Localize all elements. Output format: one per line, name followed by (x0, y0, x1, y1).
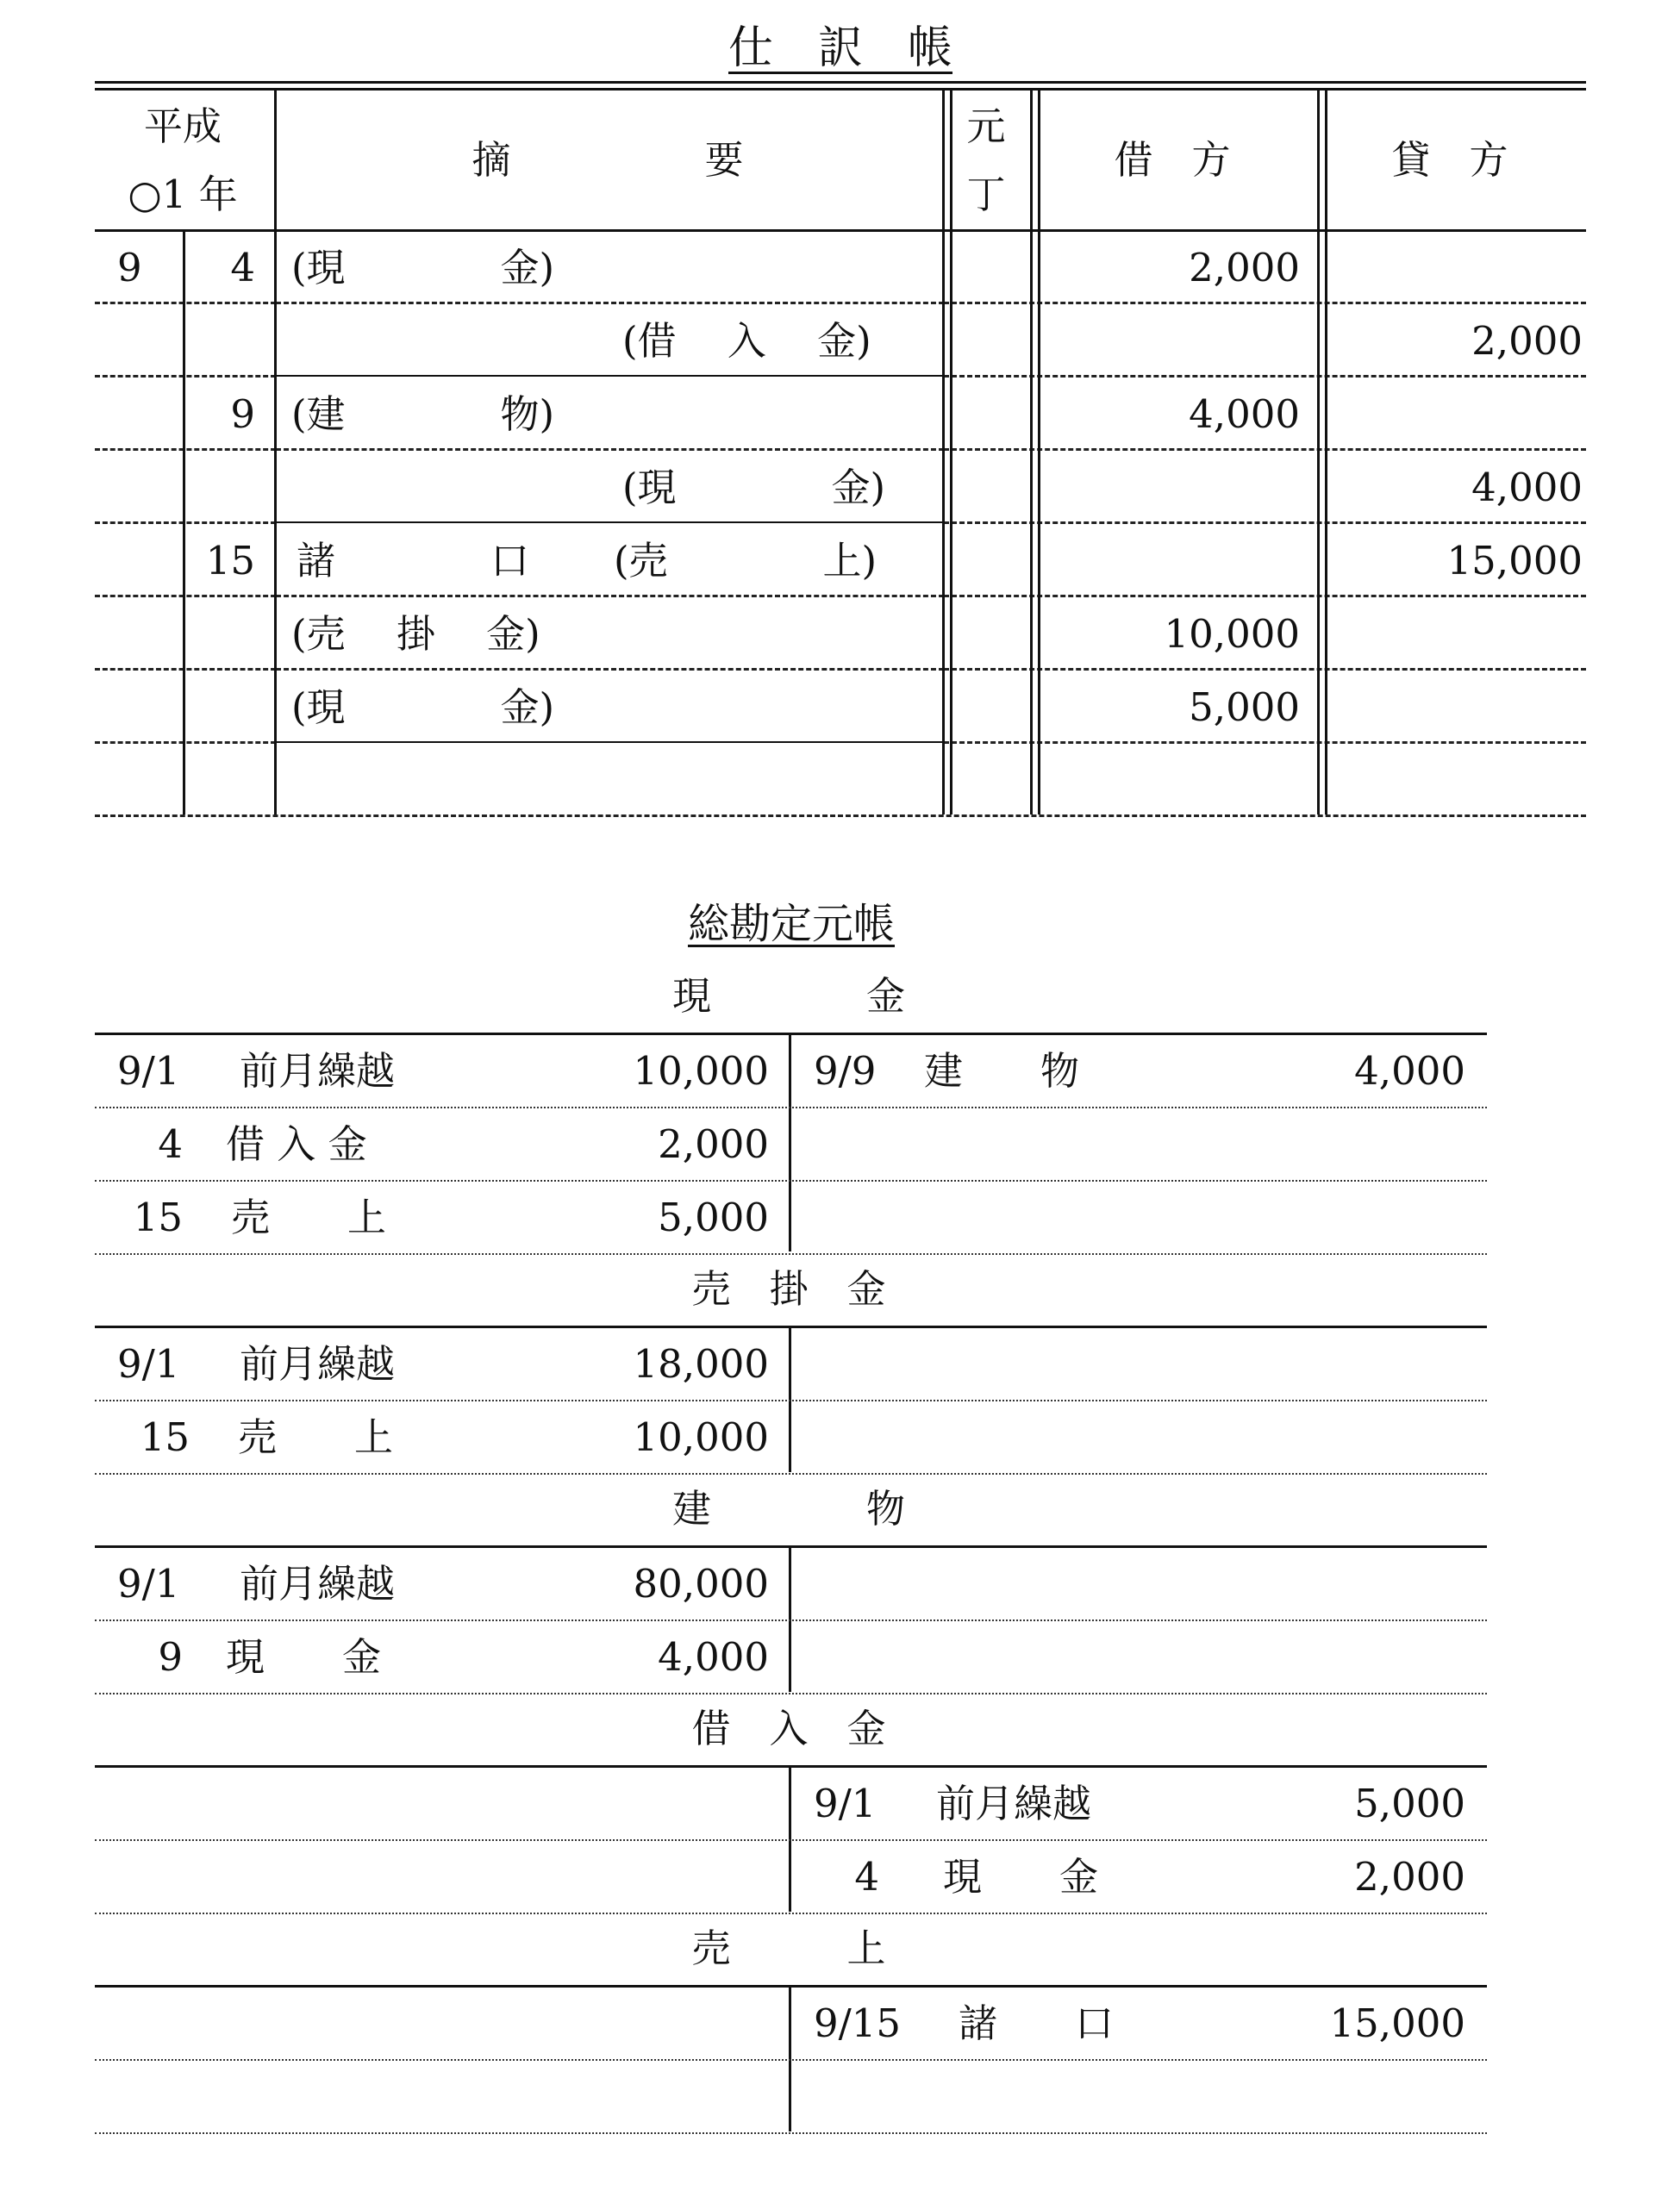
entry-date: 9/1 (117, 1048, 180, 1094)
account-name: 建 物 (671, 1486, 906, 1532)
row-day: 15 (205, 538, 255, 584)
col-rule-ref-2 (1038, 88, 1040, 814)
col-rule-date (274, 88, 277, 814)
row-debit-account: (建 物) (291, 391, 555, 437)
entry-description: 現 金 (226, 1634, 382, 1680)
header-debit: 借 方 (1114, 137, 1231, 183)
account-center-rule (789, 1326, 791, 1472)
entry-description: 前月繰越 (240, 1561, 396, 1607)
row-line (276, 668, 944, 671)
account-center-rule (789, 1545, 791, 1692)
row-credit-account: (現 金) (622, 465, 886, 510)
entry-description: 前月繰越 (240, 1341, 396, 1387)
row-line (95, 595, 276, 597)
row-debit-account: (現 金) (291, 245, 555, 290)
row-line (276, 375, 944, 377)
row-line (95, 521, 276, 524)
entry-amount: 10,000 (633, 1048, 769, 1094)
entry-description: 建 物 (924, 1048, 1080, 1094)
journal-top-rule-2 (95, 88, 1586, 90)
entry-amount: 80,000 (633, 1561, 769, 1607)
row-day: 9 (230, 391, 255, 437)
row-line (95, 1473, 1487, 1475)
entry-date: 9/9 (814, 1048, 877, 1094)
entry-amount: 10,000 (633, 1414, 769, 1460)
row-line (95, 668, 276, 671)
entry-description: 諸 口 (959, 2000, 1115, 2046)
row-line (95, 1619, 1487, 1621)
row-line (276, 741, 944, 743)
row-line (95, 1839, 1487, 1841)
journal-top-rule (95, 81, 1586, 84)
entry-date: 15 (140, 1414, 190, 1460)
col-rule-debit (1317, 88, 1320, 814)
entry-amount: 5,000 (658, 1195, 769, 1240)
row-line (95, 2059, 1487, 2061)
entry-amount: 5,000 (1354, 1781, 1465, 1826)
row-credit-amount: 4,000 (1471, 465, 1583, 510)
row-debit-amount: 4,000 (1189, 391, 1300, 437)
row-line (95, 1253, 1487, 1255)
row-month: 9 (117, 245, 142, 290)
col-rule-month (183, 229, 185, 814)
entry-date: 9/1 (117, 1561, 180, 1607)
entry-amount: 2,000 (658, 1121, 769, 1167)
entry-amount: 4,000 (1354, 1048, 1465, 1094)
entry-description: 売 上 (238, 1414, 394, 1460)
entry-description: 現 金 (943, 1854, 1099, 1900)
row-debit-account: (売 掛 金) (291, 611, 540, 657)
col-rule-desc (942, 88, 945, 814)
entry-date: 9/15 (814, 2000, 902, 2046)
account-name: 売 上 (691, 1925, 886, 1971)
row-line (276, 521, 944, 523)
row-day: 4 (230, 245, 255, 290)
journal-header-rule (95, 229, 1586, 232)
account-center-rule (789, 1033, 791, 1251)
header-ledger-ref-1: 元 (966, 103, 1006, 149)
header-year: ○1 年 (128, 172, 238, 217)
entry-date: 9 (158, 1634, 183, 1680)
header-description: 摘 要 (472, 137, 744, 183)
entry-description: 借 入 金 (226, 1121, 367, 1167)
row-debit-amount: 5,000 (1189, 684, 1300, 730)
account-center-rule (789, 1765, 791, 1912)
col-rule-desc-2 (950, 88, 952, 814)
row-line (95, 302, 276, 304)
row-line (95, 1180, 1487, 1182)
account-name: 売 掛 金 (691, 1266, 886, 1312)
row-line (95, 448, 276, 451)
row-line (95, 1400, 1487, 1401)
row-credit-amount: 15,000 (1446, 538, 1583, 584)
row-line (276, 595, 944, 597)
header-era: 平成 (143, 103, 222, 149)
row-line (95, 2132, 1487, 2134)
row-line (95, 1693, 1487, 1694)
col-rule-debit-2 (1325, 88, 1327, 814)
row-line (276, 448, 944, 451)
row-line (276, 302, 944, 304)
row-debit-amount: 2,000 (1189, 245, 1300, 290)
entry-date: 4 (158, 1121, 183, 1167)
header-ledger-ref-2: 丁 (966, 172, 1006, 217)
entry-amount: 18,000 (633, 1341, 769, 1387)
entry-date: 15 (133, 1195, 183, 1240)
entry-amount: 2,000 (1354, 1854, 1465, 1900)
account-name: 現 金 (671, 973, 906, 1019)
row-line (95, 375, 276, 378)
journal-title: 仕 訳 帳 (728, 22, 953, 74)
entry-amount: 4,000 (658, 1634, 769, 1680)
row-debit-account: 諸 口 (297, 538, 530, 584)
row-debit-account: (現 金) (291, 684, 555, 730)
row-credit-account: (借 入 金) (622, 318, 871, 364)
header-credit: 貸 方 (1391, 137, 1508, 183)
entry-description: 売 上 (231, 1195, 387, 1240)
entry-description: 前月繰越 (936, 1781, 1092, 1826)
entry-date: 9/1 (117, 1341, 180, 1387)
account-name: 借 入 金 (691, 1706, 886, 1751)
row-credit-account: (売 上) (614, 538, 877, 584)
entry-date: 9/1 (814, 1781, 877, 1826)
row-line (95, 1913, 1487, 1914)
row-line (95, 1107, 1487, 1108)
entry-amount: 15,000 (1329, 2000, 1465, 2046)
account-center-rule (789, 1985, 791, 2131)
ledger-title: 総勘定元帳 (687, 900, 896, 948)
row-line (95, 741, 276, 744)
col-rule-ref (1030, 88, 1033, 814)
row-credit-amount: 2,000 (1471, 318, 1583, 364)
entry-description: 前月繰越 (240, 1048, 396, 1094)
entry-date: 4 (854, 1854, 879, 1900)
row-debit-amount: 10,000 (1164, 611, 1300, 657)
row-line (95, 814, 1586, 817)
